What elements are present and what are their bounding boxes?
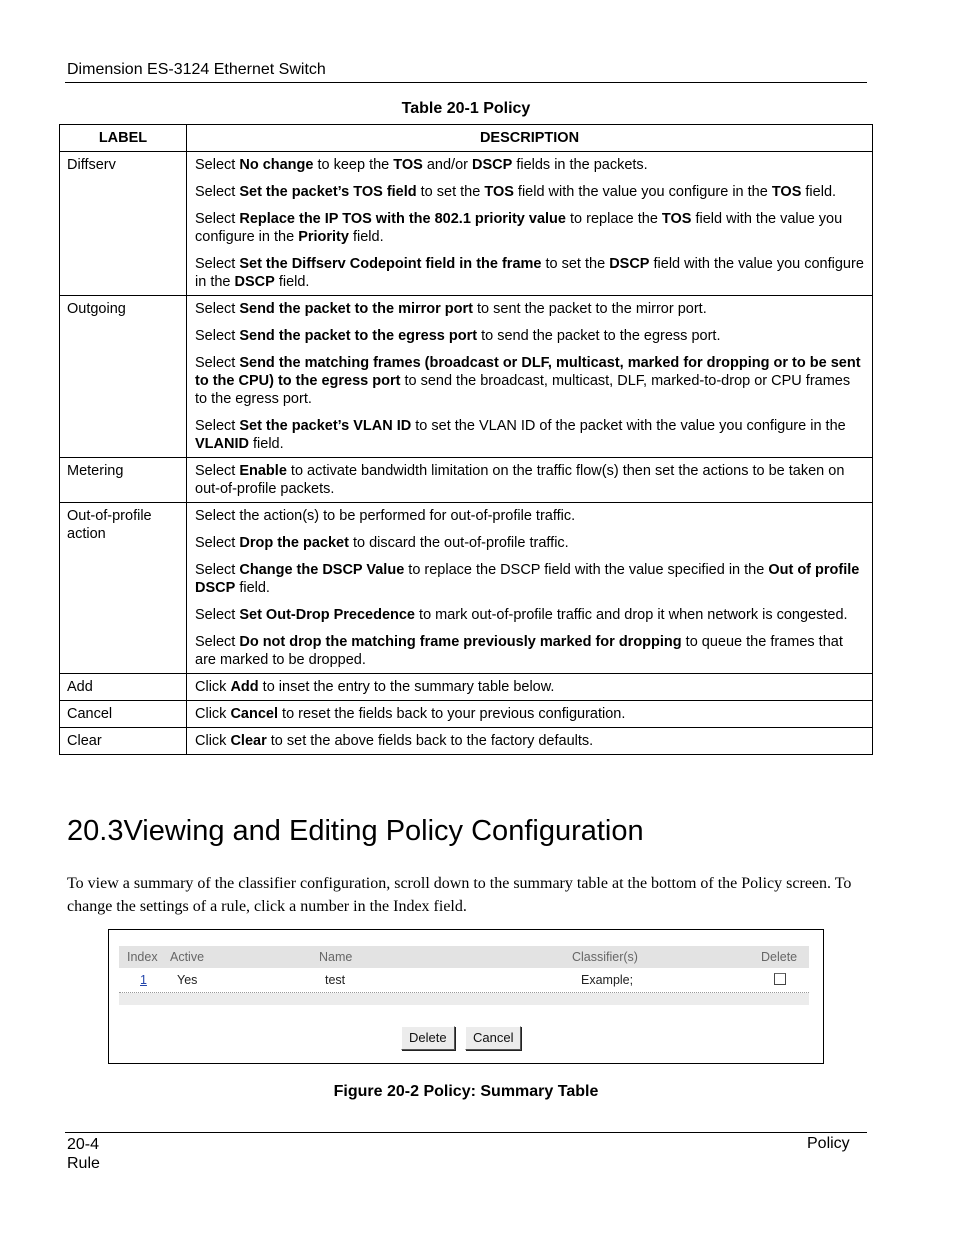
description-text: Select — [195, 418, 240, 434]
description-paragraph — [195, 633, 864, 669]
description-text: to replace the DSCP field with the value specified in the — [404, 562, 769, 578]
emphasized-term: TOS — [393, 157, 423, 173]
description-paragraph — [195, 300, 864, 318]
description-text: field. — [248, 436, 284, 452]
row-description — [187, 152, 873, 296]
description-text: and/or — [422, 157, 472, 173]
description-text: fields in the packets. — [512, 157, 648, 173]
description-text: to send the broadcast, multicast, DLF, marked-to-drop or CPU frames to the egress port. — [195, 373, 851, 407]
row-label: Metering — [60, 458, 187, 503]
description-column-header: DESCRIPTION — [187, 125, 873, 152]
description-text: Select the action(s) to be performed for out-of-profile traffic. — [195, 508, 576, 524]
description-text: field. — [235, 580, 270, 596]
intro-paragraph: To view a summary of the classifier configuration, scroll down to the summary table at the bottom of the Policy screen. To change the settings of a rule, click a number in the Index field. — [67, 875, 852, 915]
description-text: to send the packet to the egress port. — [477, 328, 721, 344]
description-text: Select — [195, 157, 240, 173]
description-text: field with the value you configure in the — [195, 256, 864, 290]
description-text: to reset the fields back to your previous configuration. — [278, 706, 626, 722]
emphasized-term: TOS — [771, 184, 802, 200]
name-value: test — [325, 973, 346, 987]
description-paragraph — [195, 354, 864, 408]
emphasized-term: DSCP — [609, 256, 650, 272]
emphasized-term: Send the matching frames (broadcast or DLF, multicast, marked for dropping or to be sent to the CPU) to the egress port — [195, 355, 861, 389]
emphasized-term: Drop the packet — [239, 535, 349, 551]
policy-table — [59, 124, 873, 755]
description-paragraph — [195, 606, 864, 624]
policy-table-body — [60, 152, 873, 755]
summary-table-figure — [108, 929, 824, 1064]
row-label: Cancel — [60, 701, 187, 728]
description-text: to queue the frames that are marked to be dropped. — [195, 634, 843, 668]
emphasized-term: TOS — [484, 184, 514, 200]
page-number: 20-4 — [67, 1136, 100, 1153]
description-text: to set the — [416, 184, 485, 200]
index-link[interactable]: 1 — [140, 973, 147, 987]
table-row — [60, 296, 873, 458]
emphasized-term: Priority — [298, 229, 349, 245]
description-text: Select — [195, 211, 240, 227]
description-text: to sent the packet to the mirror port. — [473, 301, 707, 317]
description-text: to activate bandwidth limitation on the traffic flow(s) then set the actions to be taken on out-of-profile packets. — [195, 463, 845, 497]
classifiers-value: Example; — [581, 973, 634, 987]
description-paragraph — [195, 705, 864, 723]
page-header-title: Dimension ES-3124 Ethernet Switch — [67, 61, 326, 78]
description-text: Select — [195, 328, 240, 344]
description-paragraph — [195, 462, 864, 498]
emphasized-term: No change — [239, 157, 314, 173]
footer-right: Policy — [807, 1135, 850, 1152]
table-row — [60, 152, 873, 296]
emphasized-term: Send the packet to the egress port — [239, 328, 478, 344]
header-rule — [65, 82, 867, 83]
description-text: Select — [195, 355, 240, 371]
description-paragraph — [195, 327, 864, 345]
name-column-header: Name — [319, 950, 353, 964]
delete-column-header: Delete — [761, 950, 798, 964]
active-column-header: Active — [170, 950, 205, 964]
emphasized-term: DSCP — [234, 274, 275, 290]
description-paragraph — [195, 183, 864, 201]
description-text: field. — [274, 274, 310, 290]
classifiers-column-header: Classifier(s) — [572, 950, 638, 964]
description-text: Select — [195, 301, 240, 317]
description-text: to replace the — [565, 211, 662, 227]
description-text: to inset the entry to the summary table below. — [258, 679, 555, 695]
description-text: Select — [195, 463, 240, 479]
index-column-header: Index — [127, 950, 158, 964]
emphasized-term: Change the DSCP Value — [239, 562, 405, 578]
delete-checkbox[interactable] — [774, 973, 786, 985]
description-text: to mark out-of-profile traffic and drop it when network is congested. — [415, 607, 848, 623]
table-footer-strip — [119, 993, 809, 1005]
description-text: Click — [195, 679, 231, 695]
description-paragraph — [195, 732, 864, 750]
description-text: Select — [195, 634, 240, 650]
description-text: field. — [801, 184, 837, 200]
footer-left — [67, 1135, 100, 1173]
description-paragraph — [195, 561, 864, 597]
description-paragraph — [195, 156, 864, 174]
description-text: Click — [195, 706, 231, 722]
emphasized-term: Send the packet to the mirror port — [239, 301, 473, 317]
description-text: to set the — [541, 256, 610, 272]
emphasized-term: Clear — [230, 733, 267, 749]
label-column-header: LABEL — [60, 125, 187, 152]
table-row — [60, 503, 873, 674]
emphasized-term: Set Out-Drop Precedence — [239, 607, 416, 623]
footer-rule — [65, 1132, 867, 1133]
delete-button[interactable]: Delete — [401, 1026, 455, 1050]
row-label: Out-of-profile action — [60, 503, 187, 674]
description-text: Select — [195, 256, 240, 272]
description-text: field. — [348, 229, 384, 245]
row-label: Diffserv — [60, 152, 187, 296]
description-text: to set the VLAN ID of the packet with the value you configure in the — [411, 418, 846, 434]
row-description — [187, 728, 873, 755]
footer-chapter: Rule — [67, 1155, 100, 1172]
row-label: Outgoing — [60, 296, 187, 458]
description-text: to discard the out-of-profile traffic. — [348, 535, 569, 551]
description-text: Select — [195, 184, 240, 200]
table-row — [60, 701, 873, 728]
emphasized-term: Set the Diffserv Codepoint field in the frame — [239, 256, 542, 272]
description-paragraph — [195, 678, 864, 696]
description-text: Click — [195, 733, 231, 749]
emphasized-term: DSCP — [472, 157, 513, 173]
emphasized-term: Do not drop the matching frame previously marked for dropping — [239, 634, 682, 650]
emphasized-term: Set the packet’s VLAN ID — [239, 418, 412, 434]
section-title: 20.3Viewing and Editing Policy Configuration — [67, 815, 644, 847]
description-paragraph — [195, 507, 864, 525]
emphasized-term: Enable — [239, 463, 287, 479]
row-description — [187, 701, 873, 728]
description-text: to set the above fields back to the factory defaults. — [266, 733, 594, 749]
table-row — [60, 458, 873, 503]
table-row — [119, 969, 809, 993]
emphasized-term: Set the packet’s TOS field — [239, 184, 417, 200]
description-text: Select — [195, 607, 240, 623]
active-value: Yes — [177, 973, 198, 987]
description-text: field with the value you configure in the — [513, 184, 772, 200]
description-paragraph — [195, 210, 864, 246]
row-description — [187, 503, 873, 674]
table-caption: Table 20-1 Policy — [401, 100, 531, 117]
row-description — [187, 674, 873, 701]
table-row — [60, 728, 873, 755]
figure-caption: Figure 20-2 Policy: Summary Table — [333, 1083, 599, 1100]
emphasized-term: Out of profile DSCP — [195, 562, 860, 596]
emphasized-term: Replace the IP TOS with the 802.1 priority value — [239, 211, 566, 227]
emphasized-term: Cancel — [230, 706, 279, 722]
description-paragraph — [195, 534, 864, 552]
row-description — [187, 458, 873, 503]
row-label: Add — [60, 674, 187, 701]
description-text: Select — [195, 562, 240, 578]
table-row — [60, 674, 873, 701]
row-description — [187, 296, 873, 458]
emphasized-term: Add — [230, 679, 259, 695]
description-text: to keep the — [313, 157, 394, 173]
emphasized-term: VLANID — [195, 436, 249, 452]
description-paragraph — [195, 417, 864, 453]
table-header-row — [60, 125, 873, 152]
description-text: field with the value you configure in the — [195, 211, 843, 245]
description-text: Select — [195, 535, 240, 551]
summary-table-header — [119, 946, 809, 968]
cancel-button[interactable]: Cancel — [465, 1026, 521, 1050]
description-paragraph — [195, 255, 864, 291]
row-label: Clear — [60, 728, 187, 755]
emphasized-term: TOS — [661, 211, 692, 227]
